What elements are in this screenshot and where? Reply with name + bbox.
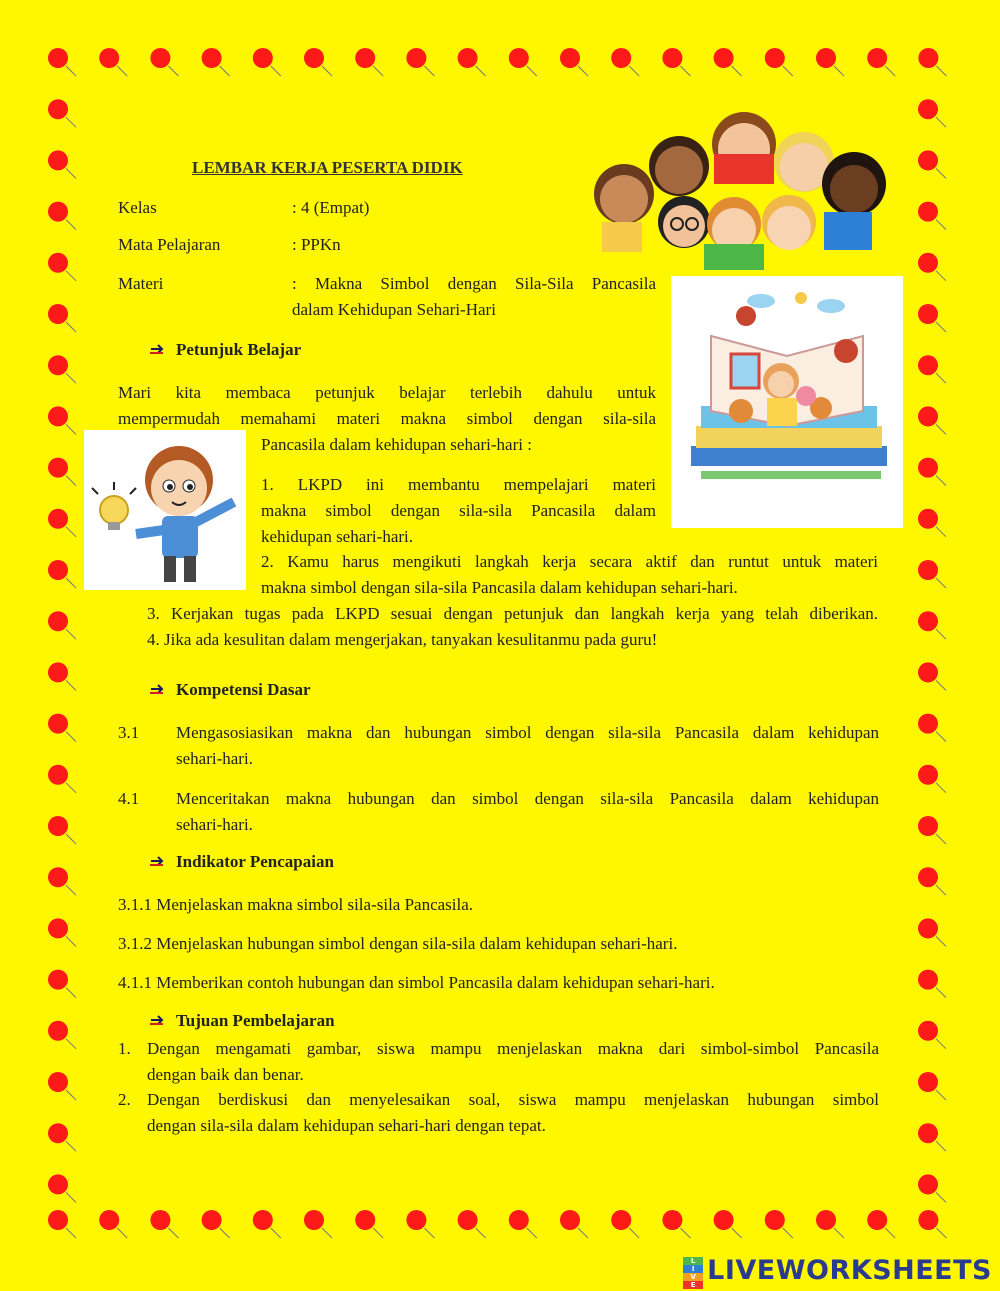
border-dot: [48, 1072, 68, 1092]
border-dot-stem: [476, 66, 486, 76]
border-dot-stem: [66, 271, 76, 281]
border-dot: [918, 970, 938, 990]
border-dot-stem: [476, 1228, 486, 1238]
border-dot: [918, 560, 938, 580]
border-dot: [253, 1210, 273, 1230]
border-dot: [918, 253, 938, 273]
border-dot-stem: [66, 936, 76, 946]
border-dot: [48, 1174, 68, 1194]
border-dot-stem: [936, 373, 946, 383]
border-dot: [611, 48, 631, 68]
border-dot: [918, 867, 938, 887]
border-dot: [918, 1210, 938, 1230]
border-dot-stem: [220, 66, 230, 76]
border-dot-stem: [66, 1228, 76, 1238]
border-dot-stem: [936, 424, 946, 434]
petunjuk-intro-line1: Mari kita membaca petunjuk belajar terlebih dahulu untuk: [118, 383, 656, 402]
border-dot: [662, 1210, 682, 1230]
border-dot: [48, 150, 68, 170]
border-dot: [714, 48, 734, 68]
border-dot-stem: [66, 424, 76, 434]
border-dot-stem: [936, 1039, 946, 1049]
border-dot-stem: [271, 1228, 281, 1238]
border-dot: [48, 509, 68, 529]
border-dot-stem: [936, 885, 946, 895]
kd-item1-number: 3.1: [118, 723, 140, 742]
petunjuk-item3: 3. Kerjakan tugas pada LKPD sesuai dengan petunjuk dan langkah kerja yang telah diberikan.: [147, 604, 878, 623]
border-dot-stem: [220, 1228, 230, 1238]
tujuan-item2-number: 2.: [118, 1090, 131, 1109]
border-dot-stem: [885, 1228, 895, 1238]
border-dot: [253, 48, 273, 68]
border-dot-stem: [936, 834, 946, 844]
border-dot-stem: [168, 66, 178, 76]
border-dot: [918, 1021, 938, 1041]
kd-item1-line1: Mengasosiasikan makna dan hubungan simbol dengan sila-sila Pancasila dalam kehidupan: [176, 723, 879, 742]
indikator-item: 3.1.2 Menjelaskan hubungan simbol dengan sila-sila dalam kehidupan sehari-hari.: [118, 934, 678, 953]
border-dot-stem: [936, 476, 946, 486]
border-dot-stem: [629, 1228, 639, 1238]
border-dot: [918, 1072, 938, 1092]
border-dot-stem: [271, 66, 281, 76]
border-dot: [918, 662, 938, 682]
border-dot-stem: [834, 1228, 844, 1238]
tujuan-item2-line1: Dengan berdiskusi dan menyelesaikan soal, siswa mampu menjelaskan hubungan simbol: [147, 1090, 879, 1109]
border-dot: [48, 406, 68, 426]
info-label-materi: Materi: [118, 274, 164, 293]
border-dot-stem: [936, 936, 946, 946]
tujuan-item1-number: 1.: [118, 1039, 131, 1058]
border-dot-stem: [578, 1228, 588, 1238]
border-dot-stem: [680, 1228, 690, 1238]
border-dot-stem: [936, 1192, 946, 1202]
border-dot: [714, 1210, 734, 1230]
info-value-mapel: : PPKn: [292, 235, 341, 254]
border-dot: [918, 918, 938, 938]
border-dot-stem: [66, 373, 76, 383]
border-dot-stem: [936, 732, 946, 742]
border-dot: [150, 1210, 170, 1230]
border-dot: [202, 48, 222, 68]
border-dot: [48, 560, 68, 580]
liveworksheets-badge-icon: L I V E: [683, 1257, 703, 1283]
border-dot: [99, 1210, 119, 1230]
border-dot: [765, 1210, 785, 1230]
border-dot: [48, 48, 68, 68]
petunjuk-item2-line2: makna simbol dengan sila-sila Pancasila dalam kehidupan sehari-hari.: [261, 578, 738, 597]
border-dot: [918, 355, 938, 375]
border-dot-stem: [66, 680, 76, 690]
bullet-arrow-icon: [148, 340, 166, 358]
kd-item2-line2: sehari-hari.: [176, 815, 253, 834]
border-dot-stem: [424, 1228, 434, 1238]
border-dot-stem: [66, 322, 76, 332]
border-dot-stem: [66, 1141, 76, 1151]
border-dot-stem: [783, 66, 793, 76]
border-dot: [48, 714, 68, 734]
border-dot-stem: [936, 578, 946, 588]
border-dot-stem: [936, 1090, 946, 1100]
border-dot: [458, 1210, 478, 1230]
border-dot-stem: [66, 476, 76, 486]
kd-item2-number: 4.1: [118, 789, 140, 808]
border-dot-stem: [936, 168, 946, 178]
border-dot: [918, 714, 938, 734]
border-dot-stem: [527, 1228, 537, 1238]
border-dot: [48, 202, 68, 222]
border-dot: [918, 1123, 938, 1143]
border-dot: [48, 867, 68, 887]
border-dot-stem: [168, 1228, 178, 1238]
border-dot-stem: [936, 527, 946, 537]
border-dot-stem: [680, 66, 690, 76]
border-dot: [406, 1210, 426, 1230]
tujuan-item1-line2: dengan baik dan benar.: [147, 1065, 304, 1084]
border-dot-stem: [936, 117, 946, 127]
border-dot: [48, 458, 68, 478]
border-dot-stem: [834, 66, 844, 76]
border-dot: [48, 662, 68, 682]
border-dot: [816, 1210, 836, 1230]
border-dot-stem: [936, 1228, 946, 1238]
info-value-materi: : Makna Simbol dengan Sila-Sila Pancasila: [292, 274, 656, 293]
border-dot: [918, 611, 938, 631]
border-dot: [48, 1123, 68, 1143]
border-dot-stem: [936, 220, 946, 230]
border-dot: [918, 509, 938, 529]
border-dot: [611, 1210, 631, 1230]
bullet-arrow-icon: [148, 1011, 166, 1029]
border-dot-stem: [936, 783, 946, 793]
border-dot: [48, 253, 68, 273]
border-dot: [867, 1210, 887, 1230]
border-dot: [304, 48, 324, 68]
border-dot-stem: [66, 885, 76, 895]
border-dot: [48, 611, 68, 631]
border-dot-stem: [66, 168, 76, 178]
info-value-materi-line2: dalam Kehidupan Sehari-Hari: [292, 300, 496, 319]
petunjuk-item4: 4. Jika ada kesulitan dalam mengerjakan, tanyakan kesulitanmu pada guru!: [147, 630, 658, 649]
border-dot-stem: [936, 1141, 946, 1151]
border-dot: [48, 918, 68, 938]
border-dot-stem: [66, 783, 76, 793]
petunjuk-intro-line2: mempermudah memahami materi makna simbol dengan sila-sila: [118, 409, 656, 428]
border-dot-stem: [936, 66, 946, 76]
border-dot-stem: [66, 527, 76, 537]
page-title: LEMBAR KERJA PESERTA DIDIK: [192, 158, 463, 177]
border-dot: [918, 202, 938, 222]
bullet-arrow-icon: [148, 680, 166, 698]
border-dot: [918, 48, 938, 68]
border-dot: [48, 1210, 68, 1230]
border-dot-stem: [373, 1228, 383, 1238]
heading-indikator: Indikator Pencapaian: [176, 852, 334, 871]
border-dot-stem: [66, 1039, 76, 1049]
border-dot: [202, 1210, 222, 1230]
petunjuk-intro-line3: Pancasila dalam kehidupan sehari-hari :: [261, 435, 532, 454]
petunjuk-item1-line1: 1. LKPD ini membantu mempelajari materi: [261, 475, 656, 494]
border-dot-stem: [936, 680, 946, 690]
tujuan-item2-line2: dengan sila-sila dalam kehidupan sehari-hari dengan tepat.: [147, 1116, 546, 1135]
border-dot-stem: [117, 66, 127, 76]
kids-group-illustration: [584, 104, 896, 272]
border-dot: [355, 48, 375, 68]
border-dot-stem: [424, 66, 434, 76]
petunjuk-item2-line1: 2. Kamu harus mengikuti langkah kerja secara aktif dan runtut untuk materi: [261, 552, 878, 571]
border-dot-stem: [66, 834, 76, 844]
border-dot-stem: [783, 1228, 793, 1238]
border-dot-stem: [936, 322, 946, 332]
border-dot: [765, 48, 785, 68]
info-label-kelas: Kelas: [118, 198, 157, 217]
border-dot-stem: [936, 629, 946, 639]
border-dot: [918, 816, 938, 836]
border-dot: [918, 99, 938, 119]
indikator-item: 4.1.1 Memberikan contoh hubungan dan simbol Pancasila dalam kehidupan sehari-hari.: [118, 973, 715, 992]
border-dot: [355, 1210, 375, 1230]
border-dot: [867, 48, 887, 68]
kd-item2-line1: Menceritakan makna hubungan dan simbol dengan sila-sila Pancasila dalam kehidupan: [176, 789, 879, 808]
border-dot: [48, 304, 68, 324]
border-dot-stem: [732, 66, 742, 76]
border-dot: [918, 304, 938, 324]
border-dot-stem: [885, 66, 895, 76]
border-dot-stem: [322, 66, 332, 76]
border-dot-stem: [66, 66, 76, 76]
border-dot: [48, 765, 68, 785]
border-dot: [48, 816, 68, 836]
heading-petunjuk: Petunjuk Belajar: [176, 340, 302, 359]
border-dot-stem: [66, 988, 76, 998]
border-dot-stem: [117, 1228, 127, 1238]
border-dot-stem: [936, 271, 946, 281]
border-dot: [662, 48, 682, 68]
reading-family-illustration: [671, 276, 903, 528]
border-dot-stem: [527, 66, 537, 76]
border-dot: [560, 1210, 580, 1230]
border-dot: [48, 355, 68, 375]
heading-kompetensi: Kompetensi Dasar: [176, 680, 311, 699]
border-dot-stem: [322, 1228, 332, 1238]
border-dot-stem: [66, 732, 76, 742]
border-dot-stem: [66, 1090, 76, 1100]
heading-tujuan: Tujuan Pembelajaran: [176, 1011, 335, 1030]
info-label-mapel: Mata Pelajaran: [118, 235, 221, 254]
border-dot-stem: [66, 117, 76, 127]
liveworksheets-brand-text: LIVEWORKSHEETS: [707, 1254, 992, 1286]
border-dot-stem: [936, 988, 946, 998]
border-dot-stem: [66, 1192, 76, 1202]
border-dot: [509, 48, 529, 68]
border-dot-stem: [629, 66, 639, 76]
border-dot: [406, 48, 426, 68]
boy-idea-illustration: [84, 430, 246, 590]
border-dot-stem: [66, 220, 76, 230]
border-dot: [99, 48, 119, 68]
petunjuk-item1-line2: makna simbol dengan sila-sila Pancasila dalam: [261, 501, 656, 520]
info-value-kelas: : 4 (Empat): [292, 198, 370, 217]
border-dot-stem: [373, 66, 383, 76]
border-dot: [918, 406, 938, 426]
border-dot-stem: [66, 629, 76, 639]
kd-item1-line2: sehari-hari.: [176, 749, 253, 768]
border-dot: [918, 1174, 938, 1194]
border-dot: [458, 48, 478, 68]
tujuan-item1-line1: Dengan mengamati gambar, siswa mampu menjelaskan makna dari simbol-simbol Pancasila: [147, 1039, 879, 1058]
border-dot: [304, 1210, 324, 1230]
border-dot: [150, 48, 170, 68]
border-dot-stem: [578, 66, 588, 76]
border-dot: [48, 1021, 68, 1041]
indikator-item: 3.1.1 Menjelaskan makna simbol sila-sila Pancasila.: [118, 895, 474, 914]
petunjuk-item1-line3: kehidupan sehari-hari.: [261, 527, 413, 546]
border-dot: [918, 458, 938, 478]
border-dot-stem: [732, 1228, 742, 1238]
liveworksheets-logo[interactable]: [683, 1254, 992, 1289]
border-dot: [48, 99, 68, 119]
border-dot: [816, 48, 836, 68]
border-dot: [560, 48, 580, 68]
border-dot: [918, 765, 938, 785]
border-dot-stem: [66, 578, 76, 588]
border-dot: [918, 150, 938, 170]
border-dot: [509, 1210, 529, 1230]
bullet-arrow-icon: [148, 852, 166, 870]
border-dot: [48, 970, 68, 990]
